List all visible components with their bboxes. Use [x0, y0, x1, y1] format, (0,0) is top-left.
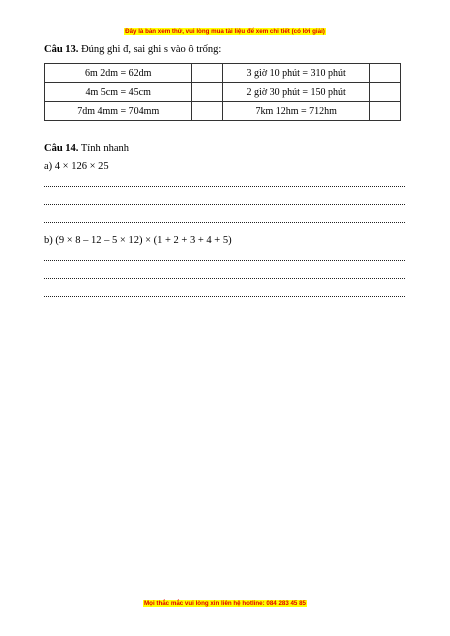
answer-line[interactable]: [44, 204, 405, 205]
question-14-prompt: Tính nhanh: [80, 143, 129, 154]
statement-cell: 3 giờ 10 phút = 310 phút: [223, 64, 370, 83]
preview-notice-banner: [0, 28, 450, 35]
question-13-prompt: Đúng ghi đ, sai ghi s vào ô trống:: [81, 44, 222, 55]
statement-cell: 6m 2dm = 62dm: [45, 64, 192, 83]
hotline-text: Mọi thắc mắc vui lòng xin liên hệ hotline: 084 283 45 85: [144, 600, 306, 607]
question-14-heading: [44, 143, 129, 154]
question-13-heading: [44, 44, 221, 55]
answer-box[interactable]: [370, 83, 401, 102]
answer-box[interactable]: [370, 64, 401, 83]
table-row: [45, 83, 401, 102]
answer-box[interactable]: [192, 83, 223, 102]
answer-box[interactable]: [370, 102, 401, 121]
table-row: [45, 102, 401, 121]
question-13-label: Câu 13.: [44, 44, 79, 55]
statement-cell: 2 giờ 30 phút = 150 phút: [223, 83, 370, 102]
answer-line[interactable]: [44, 278, 405, 279]
table-row: [45, 64, 401, 83]
question-14-label: Câu 14.: [44, 143, 79, 154]
answer-line[interactable]: [44, 186, 405, 187]
part-b-expression: b) (9 × 8 – 12 – 5 × 12) × (1 + 2 + 3 + 4 + 5): [44, 235, 232, 246]
hotline-banner: [0, 600, 450, 607]
answer-box[interactable]: [192, 64, 223, 83]
answer-box[interactable]: [192, 102, 223, 121]
statement-cell: 7dm 4mm = 704mm: [45, 102, 192, 121]
statement-cell: 7km 12hm = 712hm: [223, 102, 370, 121]
answer-line[interactable]: [44, 296, 405, 297]
part-a-expression: a) 4 × 126 × 25: [44, 161, 109, 172]
answer-line[interactable]: [44, 222, 405, 223]
true-false-table: [44, 63, 401, 121]
preview-notice-text: Đây là bản xem thử, vui lòng mua tài liệu để xem chi tiết (có lời giải): [125, 28, 325, 35]
answer-line[interactable]: [44, 260, 405, 261]
statement-cell: 4m 5cm = 45cm: [45, 83, 192, 102]
